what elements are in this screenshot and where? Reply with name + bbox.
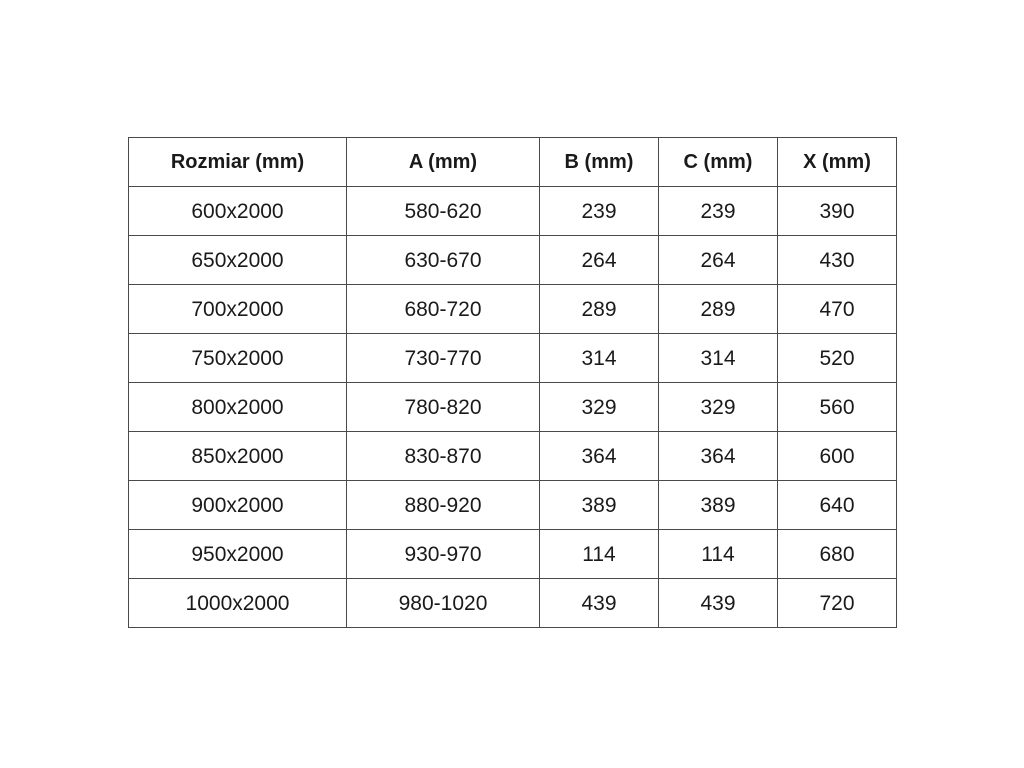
cell-a: 880-920 xyxy=(347,481,540,530)
cell-size: 950x2000 xyxy=(129,530,347,579)
cell-b: 239 xyxy=(540,187,659,236)
header-c: C (mm) xyxy=(659,138,778,187)
header-size: Rozmiar (mm) xyxy=(129,138,347,187)
header-b: B (mm) xyxy=(540,138,659,187)
cell-b: 364 xyxy=(540,432,659,481)
table-row xyxy=(129,334,897,383)
cell-size: 850x2000 xyxy=(129,432,347,481)
cell-a: 730-770 xyxy=(347,334,540,383)
cell-x: 720 xyxy=(778,579,897,628)
table-row xyxy=(129,481,897,530)
cell-a: 980-1020 xyxy=(347,579,540,628)
cell-b: 114 xyxy=(540,530,659,579)
cell-size: 800x2000 xyxy=(129,383,347,432)
cell-a: 580-620 xyxy=(347,187,540,236)
cell-x: 390 xyxy=(778,187,897,236)
cell-c: 239 xyxy=(659,187,778,236)
cell-c: 364 xyxy=(659,432,778,481)
header-x: X (mm) xyxy=(778,138,897,187)
cell-c: 264 xyxy=(659,236,778,285)
cell-size: 700x2000 xyxy=(129,285,347,334)
cell-b: 389 xyxy=(540,481,659,530)
cell-a: 930-970 xyxy=(347,530,540,579)
cell-x: 560 xyxy=(778,383,897,432)
dimensions-table xyxy=(128,137,897,628)
header-a: A (mm) xyxy=(347,138,540,187)
cell-x: 680 xyxy=(778,530,897,579)
table-row xyxy=(129,530,897,579)
cell-b: 439 xyxy=(540,579,659,628)
cell-a: 780-820 xyxy=(347,383,540,432)
cell-size: 1000x2000 xyxy=(129,579,347,628)
cell-a: 630-670 xyxy=(347,236,540,285)
table-header-row xyxy=(129,138,897,187)
cell-b: 329 xyxy=(540,383,659,432)
cell-c: 439 xyxy=(659,579,778,628)
cell-b: 314 xyxy=(540,334,659,383)
cell-c: 289 xyxy=(659,285,778,334)
cell-x: 600 xyxy=(778,432,897,481)
cell-c: 389 xyxy=(659,481,778,530)
table-row xyxy=(129,383,897,432)
cell-size: 900x2000 xyxy=(129,481,347,530)
cell-size: 650x2000 xyxy=(129,236,347,285)
cell-size: 750x2000 xyxy=(129,334,347,383)
table-row xyxy=(129,236,897,285)
table-row xyxy=(129,187,897,236)
cell-a: 680-720 xyxy=(347,285,540,334)
cell-c: 314 xyxy=(659,334,778,383)
cell-c: 114 xyxy=(659,530,778,579)
cell-a: 830-870 xyxy=(347,432,540,481)
table-row xyxy=(129,285,897,334)
cell-x: 470 xyxy=(778,285,897,334)
cell-c: 329 xyxy=(659,383,778,432)
dimensions-table-container xyxy=(128,137,897,628)
cell-b: 289 xyxy=(540,285,659,334)
cell-size: 600x2000 xyxy=(129,187,347,236)
table-row xyxy=(129,432,897,481)
cell-x: 520 xyxy=(778,334,897,383)
table-row xyxy=(129,579,897,628)
cell-x: 640 xyxy=(778,481,897,530)
cell-x: 430 xyxy=(778,236,897,285)
cell-b: 264 xyxy=(540,236,659,285)
